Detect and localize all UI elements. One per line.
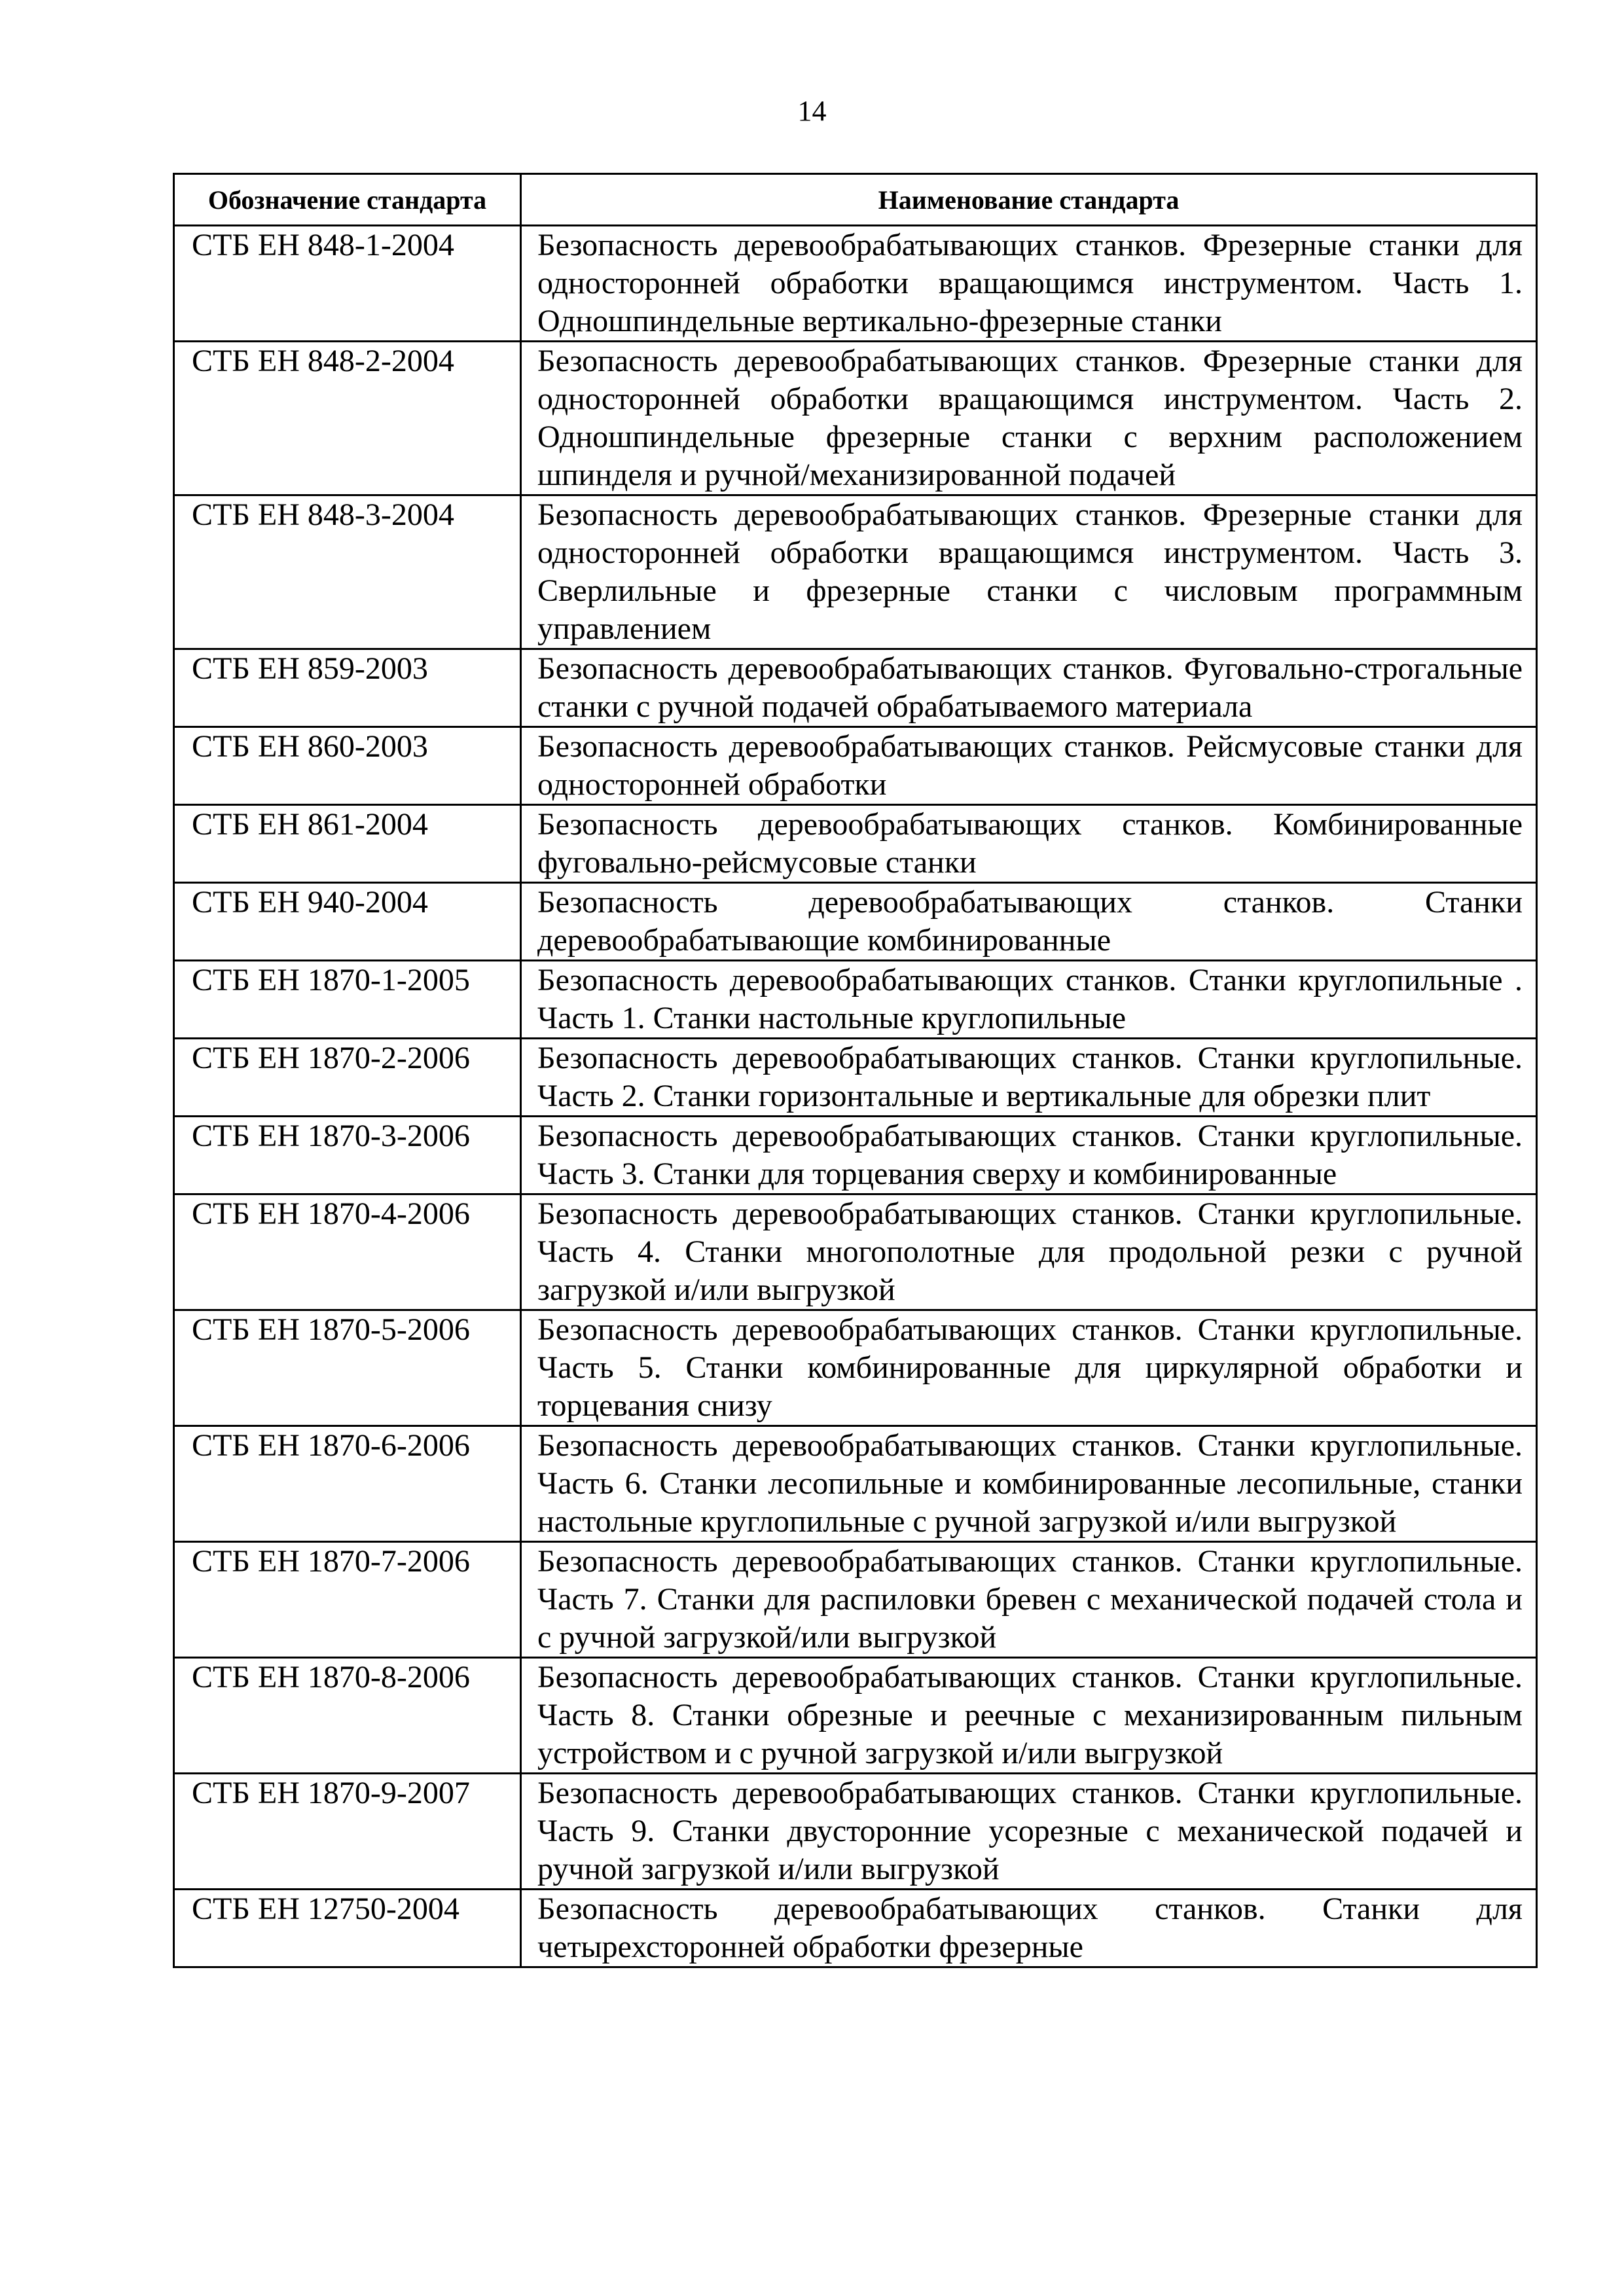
standard-name: Безопасность деревообрабатывающих станков. Фуговально-строгальные станки с ручной подачей обрабатываемого материала xyxy=(521,649,1537,727)
standard-name: Безопасность деревообрабатывающих станков. Рейсмусовые станки для односторонней обработки xyxy=(521,727,1537,805)
table-row xyxy=(174,1658,1537,1774)
standard-code: СТБ ЕН 1870-1-2005 xyxy=(174,961,521,1039)
table-row xyxy=(174,1774,1537,1890)
standard-code: СТБ ЕН 1870-5-2006 xyxy=(174,1310,521,1426)
standard-code: СТБ ЕН 1870-3-2006 xyxy=(174,1117,521,1194)
table-row xyxy=(174,1426,1537,1542)
standard-code: СТБ ЕН 861-2004 xyxy=(174,805,521,883)
table-row xyxy=(174,1039,1537,1117)
table-row xyxy=(174,495,1537,649)
standard-code: СТБ ЕН 848-2-2004 xyxy=(174,342,521,495)
standard-name: Безопасность деревообрабатывающих станков. Станки деревообрабатывающие комбинированные xyxy=(521,883,1537,961)
standard-code: СТБ ЕН 860-2003 xyxy=(174,727,521,805)
standard-code: СТБ ЕН 1870-9-2007 xyxy=(174,1774,521,1890)
column-header-name: Наименование стандарта xyxy=(521,174,1537,226)
standard-name: Безопасность деревообрабатывающих станков. Станки круглопильные. Часть 9. Станки двусторонние усорезные с механической подачей и ручной загрузкой и/или выгрузкой xyxy=(521,1774,1537,1890)
column-header-code: Обозначение стандарта xyxy=(174,174,521,226)
table-row xyxy=(174,961,1537,1039)
standard-code: СТБ ЕН 1870-6-2006 xyxy=(174,1426,521,1542)
standard-name: Безопасность деревообрабатывающих станков. Станки круглопильные. Часть 6. Станки лесопильные и комбинированные лесопильные, станки настольные круглопильные с ручной загрузкой и/или выгрузкой xyxy=(521,1426,1537,1542)
standard-code: СТБ ЕН 1870-8-2006 xyxy=(174,1658,521,1774)
standard-code: СТБ ЕН 848-1-2004 xyxy=(174,226,521,342)
standard-name: Безопасность деревообрабатывающих станков. Станки для четырехсторонней обработки фрезерные xyxy=(521,1890,1537,1967)
page-number: 14 xyxy=(797,95,827,127)
standard-code: СТБ ЕН 1870-2-2006 xyxy=(174,1039,521,1117)
table-row xyxy=(174,1117,1537,1194)
table-row xyxy=(174,226,1537,342)
table-row xyxy=(174,883,1537,961)
standards-table xyxy=(173,173,1538,1968)
standard-code: СТБ ЕН 12750-2004 xyxy=(174,1890,521,1967)
standard-name: Безопасность деревообрабатывающих станков. Фрезерные станки для односторонней обработки вращающимся инструментом. Часть 1. Одношпиндельные вертикально-фрезерные станки xyxy=(521,226,1537,342)
table-row xyxy=(174,342,1537,495)
standard-name: Безопасность деревообрабатывающих станков. Станки круглопильные. Часть 8. Станки обрезные и реечные с механизированным пильным устройством и с ручной загрузкой и/или выгрузкой xyxy=(521,1658,1537,1774)
standard-code: СТБ ЕН 859-2003 xyxy=(174,649,521,727)
standard-name: Безопасность деревообрабатывающих станков. Станки круглопильные. Часть 3. Станки для торцевания сверху и комбинированные xyxy=(521,1117,1537,1194)
table-row xyxy=(174,805,1537,883)
standard-name: Безопасность деревообрабатывающих станков. Фрезерные станки для односторонней обработки вращающимся инструментом. Часть 3. Сверлильные и фрезерные станки с числовым программным управлением xyxy=(521,495,1537,649)
standard-name: Безопасность деревообрабатывающих станков. Станки круглопильные. Часть 7. Станки для распиловки бревен с механической подачей стола и с ручной загрузкой/или выгрузкой xyxy=(521,1542,1537,1658)
standard-name: Безопасность деревообрабатывающих станков. Станки круглопильные. Часть 2. Станки горизонтальные и вертикальные для обрезки плит xyxy=(521,1039,1537,1117)
table-row xyxy=(174,727,1537,805)
standard-code: СТБ ЕН 848-3-2004 xyxy=(174,495,521,649)
table-header-row xyxy=(174,174,1537,226)
standard-name: Безопасность деревообрабатывающих станков. Станки круглопильные. Часть 4. Станки многополотные для продольной резки с ручной загрузкой и/или выгрузкой xyxy=(521,1194,1537,1310)
table-row xyxy=(174,1194,1537,1310)
standard-code: СТБ ЕН 1870-4-2006 xyxy=(174,1194,521,1310)
table-row xyxy=(174,649,1537,727)
standard-name: Безопасность деревообрабатывающих станков. Комбинированные фуговально-рейсмусовые станки xyxy=(521,805,1537,883)
standard-name: Безопасность деревообрабатывающих станков. Станки круглопильные . Часть 1. Станки настольные круглопильные xyxy=(521,961,1537,1039)
table-row xyxy=(174,1310,1537,1426)
standard-name: Безопасность деревообрабатывающих станков. Станки круглопильные. Часть 5. Станки комбинированные для циркулярной обработки и торцевания снизу xyxy=(521,1310,1537,1426)
table-row xyxy=(174,1542,1537,1658)
standard-name: Безопасность деревообрабатывающих станков. Фрезерные станки для односторонней обработки вращающимся инструментом. Часть 2. Одношпиндельные фрезерные станки с верхним расположением шпинделя и ручной/механизированной подачей xyxy=(521,342,1537,495)
table-row xyxy=(174,1890,1537,1967)
standard-code: СТБ ЕН 940-2004 xyxy=(174,883,521,961)
standard-code: СТБ ЕН 1870-7-2006 xyxy=(174,1542,521,1658)
